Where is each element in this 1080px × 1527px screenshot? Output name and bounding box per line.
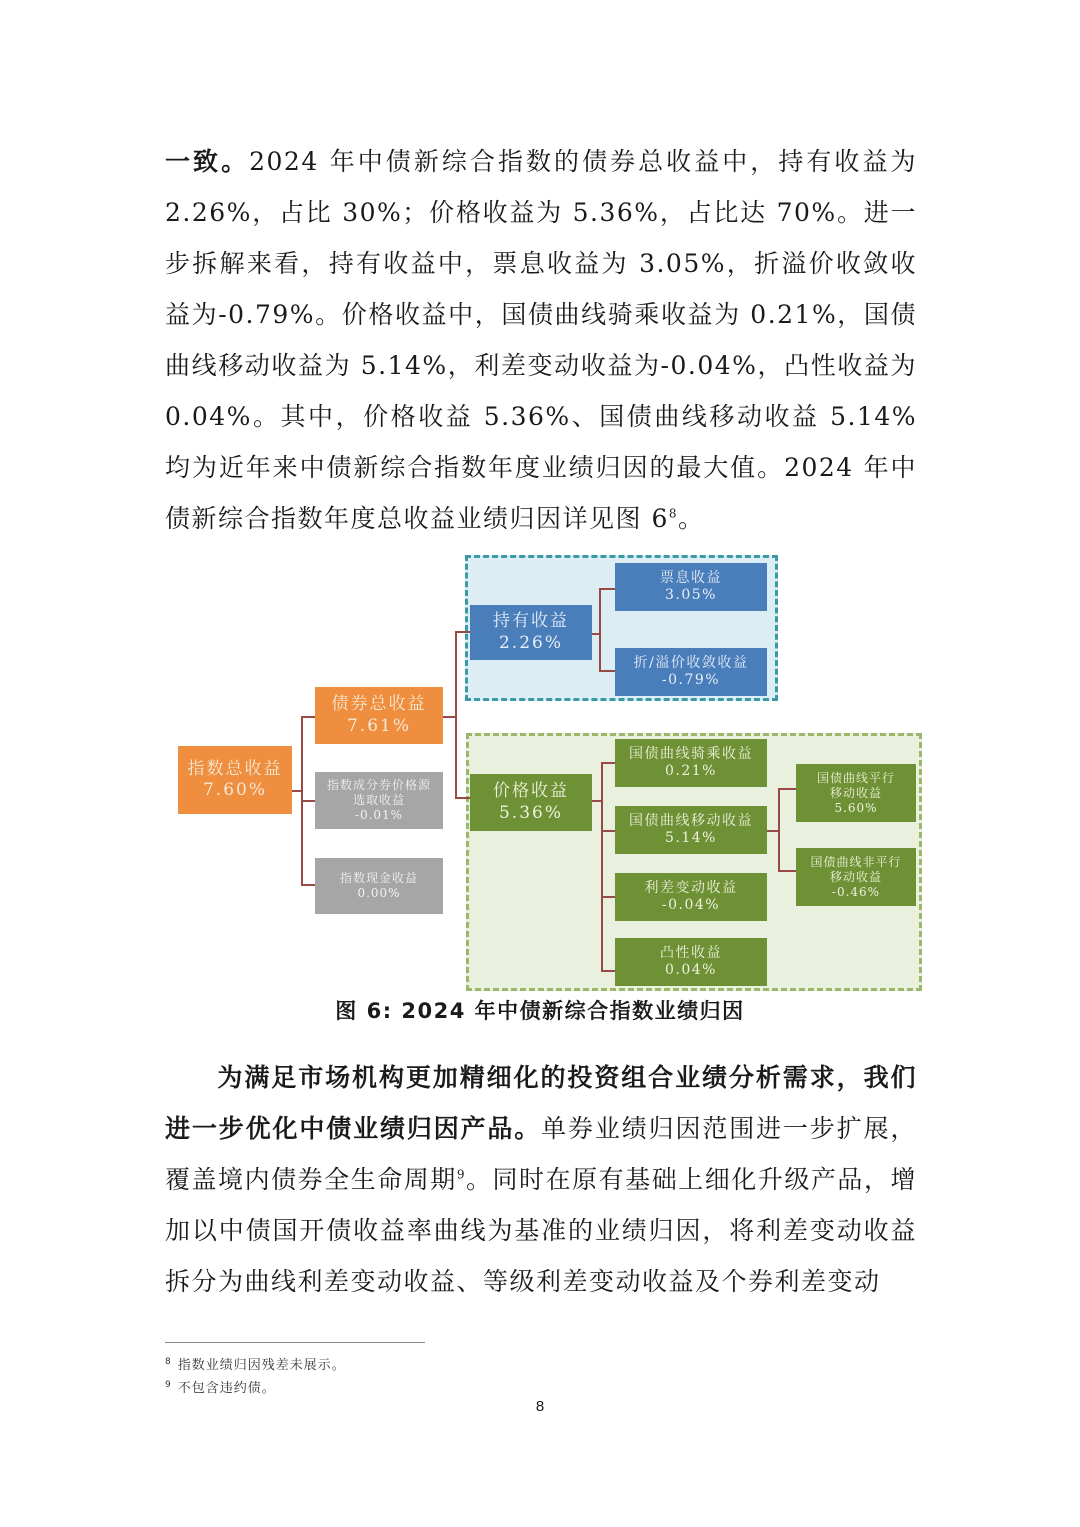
paragraph-end: 。 xyxy=(678,504,705,533)
footnote-9 xyxy=(165,1377,276,1396)
body-paragraph-1 xyxy=(165,136,917,544)
connector xyxy=(601,896,615,898)
connector xyxy=(455,631,471,633)
footnote-text: 指数业绩归因残差未展示。 xyxy=(177,1358,346,1373)
page-number: 8 xyxy=(535,1398,545,1415)
connector xyxy=(599,588,615,590)
connector xyxy=(601,762,603,972)
footnote-text: 不包含违约债。 xyxy=(177,1381,276,1396)
node-spread: 利差变动收益 -0.04% xyxy=(615,873,767,921)
footnote-number: 9 xyxy=(165,1379,172,1390)
footnote-8 xyxy=(165,1354,346,1373)
connector xyxy=(601,830,615,832)
node-bond-total: 债券总收益 7.61% xyxy=(315,687,443,744)
node-coupon: 票息收益 3.05% xyxy=(615,563,767,611)
connector xyxy=(301,800,315,802)
connector xyxy=(301,716,315,718)
connector xyxy=(455,631,457,799)
paragraph-text: 单券业绩归因范围进一步扩展，覆盖境内债券全生命周期 xyxy=(165,1114,917,1194)
node-price: 价格收益 5.36% xyxy=(470,774,592,831)
connector xyxy=(455,797,471,799)
node-price-source: 指数成分券价格源 选取收益 -0.01% xyxy=(315,772,443,829)
footnote-ref[interactable]: 9 xyxy=(456,1167,466,1182)
lead-bold-text: 为满足市场机构更加精细化的投资组合业绩分析需求，我们进一步优化中债业绩归因产品。 xyxy=(165,1063,917,1143)
connector xyxy=(778,788,796,790)
body-paragraph-2 xyxy=(165,1052,917,1307)
connector xyxy=(442,716,456,718)
node-parallel: 国债曲线平行 移动收益 5.60% xyxy=(796,764,916,822)
figure-caption: 图 6: 2024 年中债新综合指数业绩归因 xyxy=(335,999,745,1023)
node-index-total: 指数总收益 7.60% xyxy=(178,746,292,814)
paragraph-text: 。同时在原有基础上细化升级产品，增加以中债国开债收益率曲线为基准的业绩归因，将利差变动收益拆分为曲线利差变动收益、等级利差变动收益及个券利差变动 xyxy=(165,1165,917,1296)
connector xyxy=(599,670,615,672)
lead-bold-text: 一致。 xyxy=(165,147,250,176)
connector xyxy=(601,762,615,764)
node-roll: 国债曲线骑乘收益 0.21% xyxy=(615,739,767,787)
footnote-number: 8 xyxy=(165,1356,172,1367)
node-nonparallel: 国债曲线非平行 移动收益 -0.46% xyxy=(796,848,916,906)
node-convexity: 凸性收益 0.04% xyxy=(615,938,767,986)
connector xyxy=(599,588,601,671)
connector xyxy=(601,970,615,972)
connector xyxy=(778,788,780,872)
connector xyxy=(301,884,315,886)
node-shift: 国债曲线移动收益 5.14% xyxy=(615,806,767,854)
footnote-ref[interactable]: 8 xyxy=(668,506,678,521)
connector xyxy=(778,870,796,872)
attribution-diagram xyxy=(170,550,930,995)
node-premium: 折/溢价收敛收益 -0.79% xyxy=(615,648,767,696)
paragraph-text: 2024 年中债新综合指数的债券总收益中，持有收益为 2.26%，占比 30%；价格收益为 5.36%，占比达 70%。进一步拆解来看，持有收益中，票息收益为 3.05%，折溢价收敛收益为-0.79%。价格收益中，国债曲线骑乘收益为 0.21%，国债曲线移动收益为 5.14%，利差变动收益为-0.04%，凸性收益为 0.04%。其中，价格收益 5.36%、国债曲线移动收益 5.14%均为近年来中债新综合指数年度业绩归因的最大值。2024 年中债新综合指数年度总收益业绩归因详见图 6 xyxy=(165,147,917,533)
node-cash: 指数现金收益 0.00% xyxy=(315,858,443,914)
node-holding: 持有收益 2.26% xyxy=(470,605,592,660)
footnote-divider xyxy=(165,1342,425,1343)
